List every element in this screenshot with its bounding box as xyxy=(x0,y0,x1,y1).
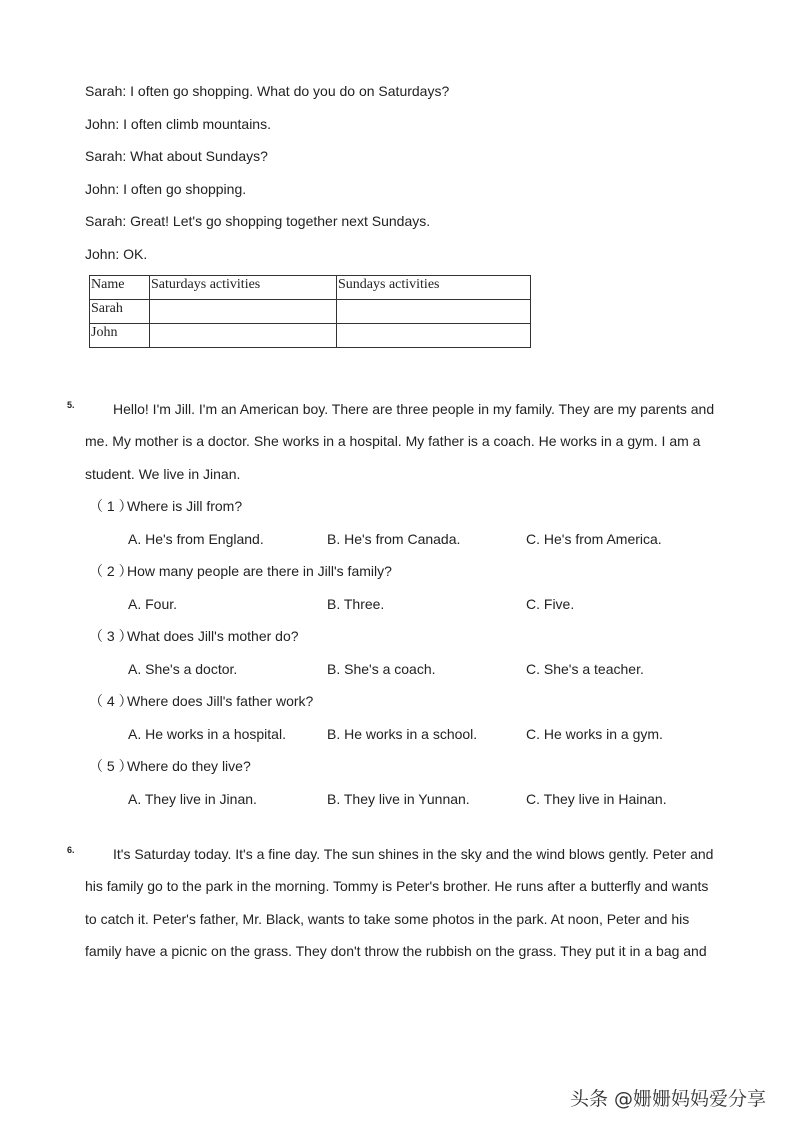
question-text: Where does Jill's father work? xyxy=(127,693,314,709)
option-a: A. She's a doctor. xyxy=(128,661,238,677)
passage-line: his family go to the park in the morning. Tommy is Peter's brother. He runs after a butterfly and wants xyxy=(85,878,709,894)
table-cell xyxy=(150,300,337,324)
question-text: How many people are there in Jill's family? xyxy=(127,563,392,579)
table-header-cell: Sundays activities xyxy=(337,276,531,300)
dialogue-line: John: I often go shopping. xyxy=(85,181,247,197)
passage-line: It's Saturday today. It's a fine day. The sun shines in the sky and the wind blows gently. Peter and xyxy=(113,846,714,862)
question-item xyxy=(89,757,251,775)
option-b: B. He's from Canada. xyxy=(327,531,461,547)
dialogue-line: Sarah: Great! Let's go shopping together next Sundays. xyxy=(85,213,431,229)
option-c: C. He's from America. xyxy=(526,531,662,547)
question-item xyxy=(89,692,313,710)
question-index: （ 3 ） xyxy=(89,628,133,644)
question-index: （ 5 ） xyxy=(89,758,133,774)
passage-line: student. We live in Jinan. xyxy=(85,466,241,482)
question-index: （ 4 ） xyxy=(89,693,133,709)
table-cell: John xyxy=(90,324,150,348)
activity-table xyxy=(89,275,531,348)
question-text: Where is Jill from? xyxy=(127,498,243,514)
option-b: B. He works in a school. xyxy=(327,726,478,742)
question-index: （ 1 ） xyxy=(89,498,133,514)
option-a: A. Four. xyxy=(128,596,178,612)
option-a: A. He works in a hospital. xyxy=(128,726,286,742)
question-text: Where do they live? xyxy=(127,758,251,774)
table-cell xyxy=(337,324,531,348)
option-a: A. They live in Jinan. xyxy=(128,791,257,807)
table-row xyxy=(90,300,531,324)
table-header-cell: Name xyxy=(90,276,150,300)
table-cell xyxy=(337,300,531,324)
option-c: C. She's a teacher. xyxy=(526,661,644,677)
question-item xyxy=(89,562,392,580)
dialogue-line: John: OK. xyxy=(85,246,148,262)
question-item xyxy=(89,497,242,515)
table-header-cell: Saturdays activities xyxy=(150,276,337,300)
passage-line: family have a picnic on the grass. They don't throw the rubbish on the grass. They put it in a bag and xyxy=(85,943,707,959)
question-text: What does Jill's mother do? xyxy=(127,628,299,644)
table-row xyxy=(90,324,531,348)
option-a: A. He's from England. xyxy=(128,531,264,547)
passage-line: me. My mother is a doctor. She works in a hospital. My father is a coach. He works in a gym. I am a xyxy=(85,433,701,449)
option-c: C. Five. xyxy=(526,596,575,612)
passage-line: Hello! I'm Jill. I'm an American boy. There are three people in my family. They are my parents and xyxy=(113,401,715,417)
dialogue-line: John: I often climb mountains. xyxy=(85,116,271,132)
option-c: C. He works in a gym. xyxy=(526,726,663,742)
table-cell xyxy=(150,324,337,348)
question-number: 6. xyxy=(67,845,75,855)
dialogue-line: Sarah: What about Sundays? xyxy=(85,148,268,164)
option-b: B. Three. xyxy=(327,596,385,612)
watermark: 头条 @姗姗妈妈爱分享 xyxy=(570,1088,767,1110)
question-index: （ 2 ） xyxy=(89,563,133,579)
table-header-row xyxy=(90,276,531,300)
option-b: B. She's a coach. xyxy=(327,661,436,677)
option-c: C. They live in Hainan. xyxy=(526,791,667,807)
question-item xyxy=(89,627,299,645)
passage-line: to catch it. Peter's father, Mr. Black, wants to take some photos in the park. At noon, Peter and his xyxy=(85,911,690,927)
dialogue-line: Sarah: I often go shopping. What do you do on Saturdays? xyxy=(85,83,450,99)
option-b: B. They live in Yunnan. xyxy=(327,791,470,807)
question-number: 5. xyxy=(67,400,75,410)
table-cell: Sarah xyxy=(90,300,150,324)
